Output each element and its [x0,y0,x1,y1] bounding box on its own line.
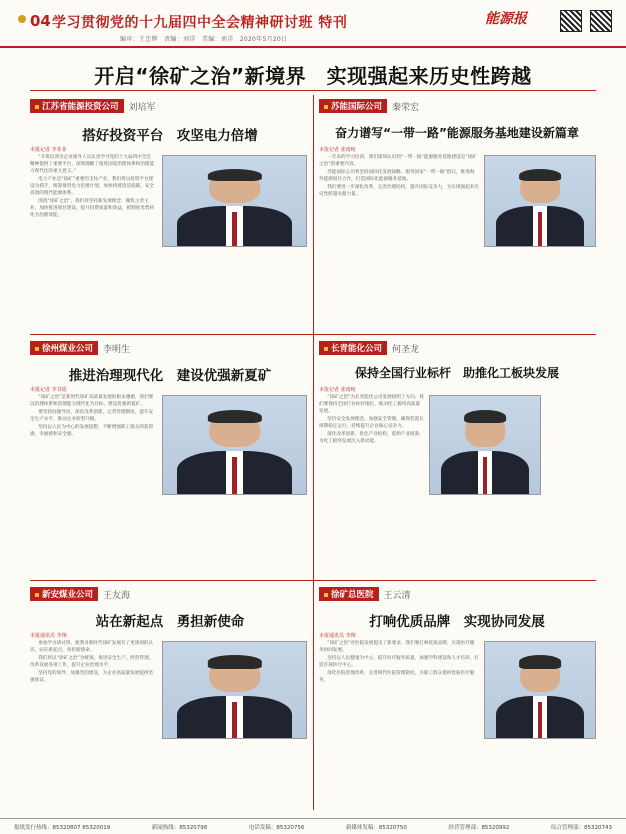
author-name: 秦荣宏 [392,102,420,113]
paragraph: 坚持党的领导，加强党的建设，为企业高质量发展提供坚强保证。 [30,671,154,683]
author-name: 何圣龙 [392,344,420,355]
byline: 本报记者 张雨纯 [319,147,356,153]
paragraph: “徐矿之治”对医院发展提出了新要求，我们要打响优质品牌，实现医疗服务协同发展。 [319,641,475,653]
footer-item: 经营管理部：85320992 [448,825,510,831]
paragraph: 围绕“徐矿之治”，我们将坚持新发展理念，聚焦主责主业，加快推进项目建设，提升投资质量和效益，把制度优势转化为治理效能。 [30,199,155,218]
footer-item: 综合管理部：85320743 [550,825,612,831]
article-body [319,640,479,812]
author-name: 刘培军 [128,102,156,113]
paragraph: “徐矿之治”是新时代徐矿高质量发展的根本遵循，我们要以治理体系和治理能力现代化为目标，建设优强新夏矿。 [30,395,154,407]
company-name: 新安煤业公司 [30,587,98,601]
byline: 本报记者 李菲菲 [30,147,67,153]
main-headline: 开启“徐矿之治”新境界 实现强起来历史性跨越 [94,64,532,88]
paragraph: 一年来的学习培训，我们深刻认识到“一带一路”能源服务基地建设是“徐矿之治”的重要内容。 [319,155,477,167]
page-number: 04 [30,12,51,30]
company-name: 江苏省能源投资公司 [30,99,124,113]
byline: 本报记者 张雨纯 [319,387,356,393]
paragraph: 苏能国际公司将坚持国际化发展战略，服务国家“一带一路”倡议，推进海外能源项目合作，打造国际化能源服务基地。 [319,170,475,182]
company-name: 徐州煤业公司 [30,341,98,355]
qr-code-icon [590,10,612,32]
paragraph: 深化改革创新，优化产业结构，延伸产业链条，为化工板块发展注入新动能。 [319,432,424,444]
byline: 本报通讯员 李翔 [319,633,356,639]
company-label [319,341,419,355]
paragraph: 我们要进一步深化改革，完善治理结构，提升国际竞争力，为实现强起来历史性跨越贡献力量。 [319,185,479,197]
portrait-photo [429,395,541,495]
qr-code-icon [560,10,582,32]
company-name: 苏能国际公司 [319,99,387,113]
portrait-photo [162,155,307,247]
column-divider [313,95,314,810]
article-title: 搭好投资平台 攻坚电力倍增 [82,128,258,144]
article-body [30,640,155,812]
company-label [319,587,411,601]
article-title: 站在新起点 勇担新使命 [95,614,245,630]
article-title: 奋力谱写“一带一路”能源服务基地建设新篇章 [335,126,579,140]
paragraph: 要坚持问题导向，深化改革创新，完善管理制度，提升安全生产水平，推动企业转型升级。 [30,410,154,422]
article-body [30,154,155,326]
company-label [30,99,156,113]
company-label [30,587,130,601]
paragraph: 深化医院管理改革，完善现代医院管理制度，为职工群众提供优质医疗服务。 [319,671,475,683]
footer-item: 报纸发行热线：85320807 85320019 [14,825,111,831]
paragraph: 坚持以人民为中心的发展思想，不断增强职工群众的获得感、幸福感和安全感。 [30,425,154,437]
special-issue-title: 学习贯彻党的十九届四中全会精神研讨班 特刊 [52,15,348,31]
newspaper-logo: 能源报 [485,11,527,27]
author-name: 李明生 [103,344,131,355]
portrait-photo [484,641,596,739]
byline: 本报通讯员 李翔 [30,633,67,639]
page-no-dot [18,15,26,23]
paragraph: 坚持安全发展理念，加强安全管理，确保装置长周期稳定运行，持续提升企业核心竞争力。 [319,417,424,429]
footer-item: 新媒体发稿：85320750 [345,825,407,831]
article-title: 保持全国行业标杆 助推化工板块发展 [354,366,559,380]
company-label [319,99,419,113]
portrait-photo [484,155,596,247]
article-title: 推进治理现代化 建设优强新夏矿 [68,368,272,384]
paragraph: 我们将以“徐矿之治”为统领，推进安全生产、经营管理、改革发展各项工作，提升企业治理水平。 [30,656,154,668]
author-name: 王云清 [383,590,411,601]
paragraph: 坚持以人民健康为中心，提升医疗服务质量，加强学科建设和人才培养，打造区域医疗中心。 [319,656,479,668]
paragraph: 参加学习研讨班，使我对新时代徐矿发展有了更深刻的认识，站在新起点，勇担新使命。 [30,641,154,653]
editor-meta: 编审：王忠辉 责编：刘洋 美编：刘洋 2020年5月20日 [120,36,288,43]
author-name: 王友海 [103,590,131,601]
company-label [30,341,130,355]
byline: 本报记者 李书瑶 [30,387,67,393]
paragraph: “徐矿之治”为长青能化公司发展指明了方向。我们要保持全国行业标杆地位，推动化工板块高质量发展。 [319,395,424,414]
page-header [0,0,626,48]
paragraph: 电力产业是“徐矿”重要的支柱产业，我们将以投资平台建设为抓手，统筹推进电力倍增计划，加快构建清洁低碳、安全高效的现代能源体系。 [30,177,155,196]
page-footer [0,818,626,834]
article-body [30,394,155,574]
company-name: 长青能化公司 [319,341,387,355]
footer-item: 电话发稿：85320756 [248,825,305,831]
company-name: 徐矿总医院 [319,587,379,601]
divider [30,90,596,91]
footer-item: 新闻热线：85320798 [151,825,208,831]
paragraph: “开班培训为企业领导人员认真学习党的十九届四中全会精神提供了重要平台，深刻理解了推进国家治理体系和治理能力现代化的重大意义。” [30,155,155,174]
article-body [319,154,479,326]
portrait-photo [162,395,307,495]
portrait-photo [162,641,307,739]
article-title: 打响优质品牌 实现协同发展 [369,614,545,630]
article-body [319,394,424,574]
